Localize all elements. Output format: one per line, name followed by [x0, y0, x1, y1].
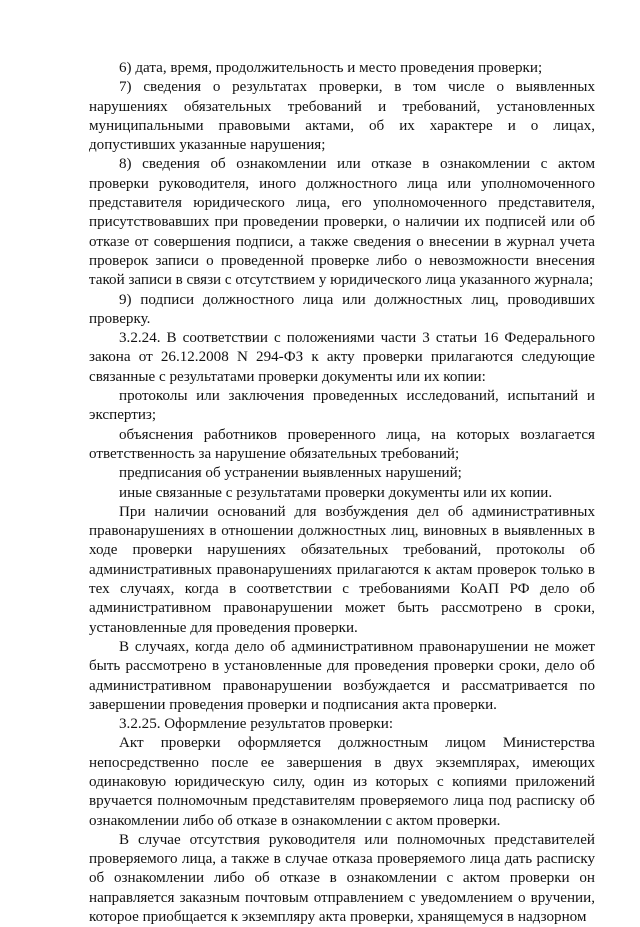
paragraph-act-preparation: Акт проверки оформляется должностным лицом Министерства непосредственно после ее завершения в двух экземплярах, имеющих одинаковую юридическую силу, один из которых с копиями приложений вручается полномочным представителям проверяемого лица под расписку об ознакомлении либо об отказе в ознакомлении с актом проверки.: [89, 735, 595, 829]
paragraph-attachment-orders: предписания об устранении выявленных нарушений;: [119, 465, 462, 482]
paragraph-item-6: 6) дата, время, продолжительность и место проведения проверки;: [119, 60, 543, 76]
paragraph-attachment-protocols: протоколы или заключения проведенных исследований, испытаний и экспертиз;: [89, 388, 595, 424]
paragraph-clause-3-2-25: 3.2.25. Оформление результатов проверки:: [119, 716, 394, 733]
paragraph-item-7: 7) сведения о результатах проверки, в том числе о выявленных нарушениях обязательных требований и требований, установленных муниципальными правовыми актами, об их характере и о лицах, допустивших указанные нарушения;: [89, 79, 595, 154]
paragraph-clause-3-2-24: 3.2.24. В соответствии с положениями части 3 статьи 16 Федерального закона от 26.12.2008 N 294-ФЗ к акту проверки прилагаются следующие связанные с результатами проверки документы или их копии:: [89, 330, 595, 385]
paragraph-attachment-other: иные связанные с результатами проверки документы или их копии.: [119, 484, 553, 501]
paragraph-administrative-cases: В случаях, когда дело об административном правонарушении не может быть рассмотрено в установленные для проведения проверки сроки, дело об административном правонарушении возбуждается и рассматривается по завершении проведения проверки и подписания акта проверки.: [89, 638, 595, 713]
paragraph-item-8: 8) сведения об ознакомлении или отказе в ознакомлении с актом проверки руководителя, иного должностного лица или уполномоченного представителя юридического лица, его уполномоченного представителя, присутствовавших при проведении проверки, о наличии их подписей или об отказе от совершения подписи, а также сведения о внесении в журнал учета проверок записи о проведенной проверке либо о невозможности внесения такой записи в связи с отсутствием у юридического лица указанного журнала;: [89, 156, 595, 289]
paragraph-attachment-explanations: объяснения работников проверенного лица, на которых возлагается ответственность за нарушение обязательных требований;: [89, 426, 595, 462]
paragraph-administrative-grounds: При наличии оснований для возбуждения дел об административных правонарушениях в отношении должностных лиц, виновных в выявленных в ходе проверки нарушениях обязательных требований, протоколы об административных правонарушениях прилагаются к актам проверок только в тех случаях, когда в соответствии с требованиями КоАП РФ дело об административном правонарушении может быть рассмотрено в сроки, установленные для проведения проверки.: [89, 503, 595, 636]
paragraph-item-9: 9) подписи должностного лица или должностных лиц, проводивших проверку.: [89, 291, 595, 327]
document-body: [89, 59, 595, 927]
paragraph-act-delivery: В случае отсутствия руководителя или полномочных представителей проверяемого лица, а также в случае отказа проверяемого лица дать расписку об ознакомлении либо об отказе в ознакомлении с актом проверки он направляется заказным почтовым отправлением с уведомлением о вручении, которое приобщается к экземпляру акта проверки, хранящемуся в надзорном: [89, 831, 595, 926]
